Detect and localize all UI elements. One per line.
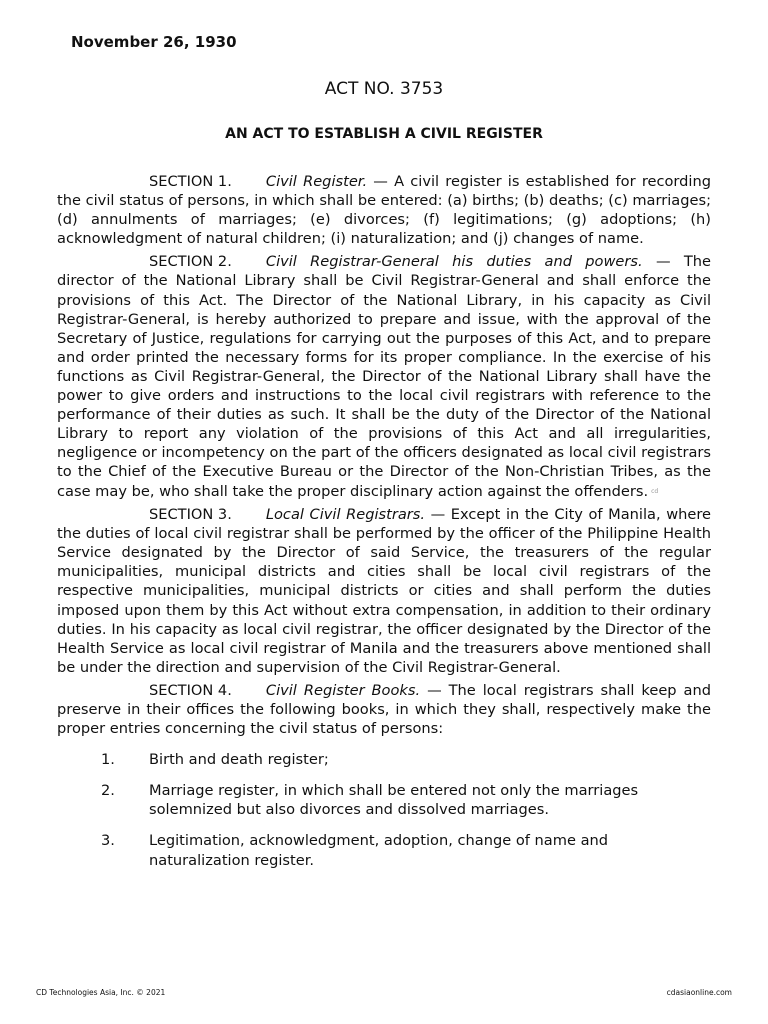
document-body [57,172,711,882]
act-number: ACT NO. 3753 [324,79,444,99]
section-label: SECTION 2. [149,253,232,271]
section-heading: Civil Registrar-General his duties and powers. [265,253,643,271]
section-heading: Local Civil Registrars. [265,506,426,524]
list-item-number: 1. [101,751,115,769]
list-item-text: Birth and death register; [149,751,329,769]
register-books-list [57,750,661,869]
list-item-text: Legitimation, acknowledgment, adoption, change of name and naturalization register. [149,832,609,869]
list-item-number: 2. [101,782,115,800]
section-1 [57,172,711,248]
reference-mark: cd [651,487,659,495]
footer-website: cdasiaonline.com [666,988,732,997]
act-title: AN ACT TO ESTABLISH A CIVIL REGISTER [225,126,543,142]
section-heading: Civil Register Books. [265,681,421,699]
section-3 [57,505,711,677]
list-item-text: Marriage register, in which shall be entered not only the marriages solemnized but also divorces and dissolved marriages. [149,782,639,819]
section-text: — Except in the City of Manila, where the duties of local civil registrar shall be performed by the officer of the Philippine Health Service designated by the Director of said Service, the treasurers of the regular municipalities, municipal districts and cities shall be local civil registrars of the respective municipalities, municipal districts or cities and shall perform the duties imposed upon them by this Act without extra compensation, in addition to their ordinary duties. In his capacity as local civil registrar, the officer designated by the Director of the Health Service as local civil registrar of Manila and the treasurers above mentioned shall be under the direction and supervision of the Civil Registrar-General. [57,506,712,676]
section-text: — A civil register is established for recording the civil status of persons, in which shall be entered: (a) births; (b) deaths; (c) marriages; (d) annulments of marriages; (e) divorces; (f) legitimations; (g) adoptions; (h) acknowledgment of natural children; (i) naturalization; and (j) changes of name. [57,173,711,248]
section-4 [57,681,711,738]
list-item [101,831,661,869]
section-heading: Civil Register. [265,173,368,190]
section-label: SECTION 3. [149,506,232,524]
section-label: SECTION 4. [149,681,232,699]
list-item-number: 3. [101,832,115,850]
document-date: November 26, 1930 [71,33,237,51]
section-label: SECTION 1. [149,173,232,190]
footer-copyright: CD Technologies Asia, Inc. © 2021 [36,988,166,997]
list-item [101,781,661,819]
list-item [101,750,661,769]
section-text: — The local registrars shall keep and preserve in their offices the following books, in which they shall, respectively make the proper entries concerning the civil status of persons: [57,681,711,738]
section-text: — The director of the National Library shall be Civil Registrar-General and shall enforce the provisions of this Act. The Director of the National Library, in his capacity as Civil Registrar-General, is hereby authorized to prepare and issue, with the approval of the Secretary of Justice, regulations for carrying out the purposes of this Act, and to prepare and order printed the necessary forms for its proper compliance. In the exercise of his functions as Civil Registrar-General, the Director of the National Library shall have the power to give orders and instructions to the local civil registrars with reference to the performance of their duties as such. It shall be the duty of the Director of the National Library to report any violation of the provisions of this Act and all irregularities, negligence or incompetency on the part of the officers designated as local civil registrars to the Chief of the Executive Bureau or the Director of the Non-Christian Tribes, as the case may be, who shall take the proper disciplinary action against the offenders. [57,253,711,500]
section-2 [57,252,711,501]
